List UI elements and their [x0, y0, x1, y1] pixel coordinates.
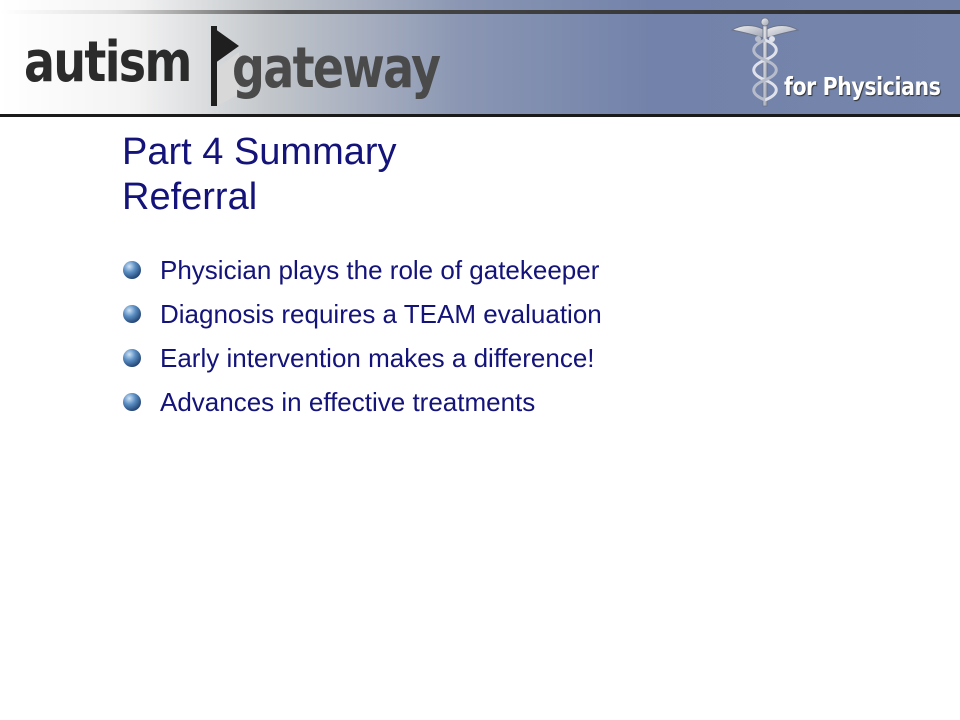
title-line-1: Part 4 Summary: [122, 131, 397, 173]
tagline-for-physicians: for Physicians: [784, 72, 941, 101]
sphere-bullet-icon: [122, 392, 142, 412]
bullet-text: Advances in effective treatments: [160, 386, 536, 417]
bullet-text: Physician plays the role of gatekeeper: [160, 254, 600, 285]
bullet-text: Diagnosis requires a TEAM evaluation: [160, 298, 602, 329]
header-banner: [0, 0, 960, 117]
list-item: [122, 380, 602, 424]
list-item: [122, 292, 602, 336]
list-item: [122, 248, 602, 292]
sphere-bullet-icon: [122, 260, 142, 280]
logo-word-autism: autism: [24, 30, 191, 95]
bullet-list: [122, 248, 602, 424]
title-line-2: Referral: [122, 176, 258, 218]
sphere-bullet-icon: [122, 348, 142, 368]
list-item: [122, 336, 602, 380]
bullet-text: Early intervention makes a difference!: [160, 342, 595, 373]
slide-title: [122, 130, 397, 220]
logo-word-gateway: gateway: [232, 36, 440, 101]
sphere-bullet-icon: [122, 304, 142, 324]
banner-top-rule: [0, 10, 960, 14]
